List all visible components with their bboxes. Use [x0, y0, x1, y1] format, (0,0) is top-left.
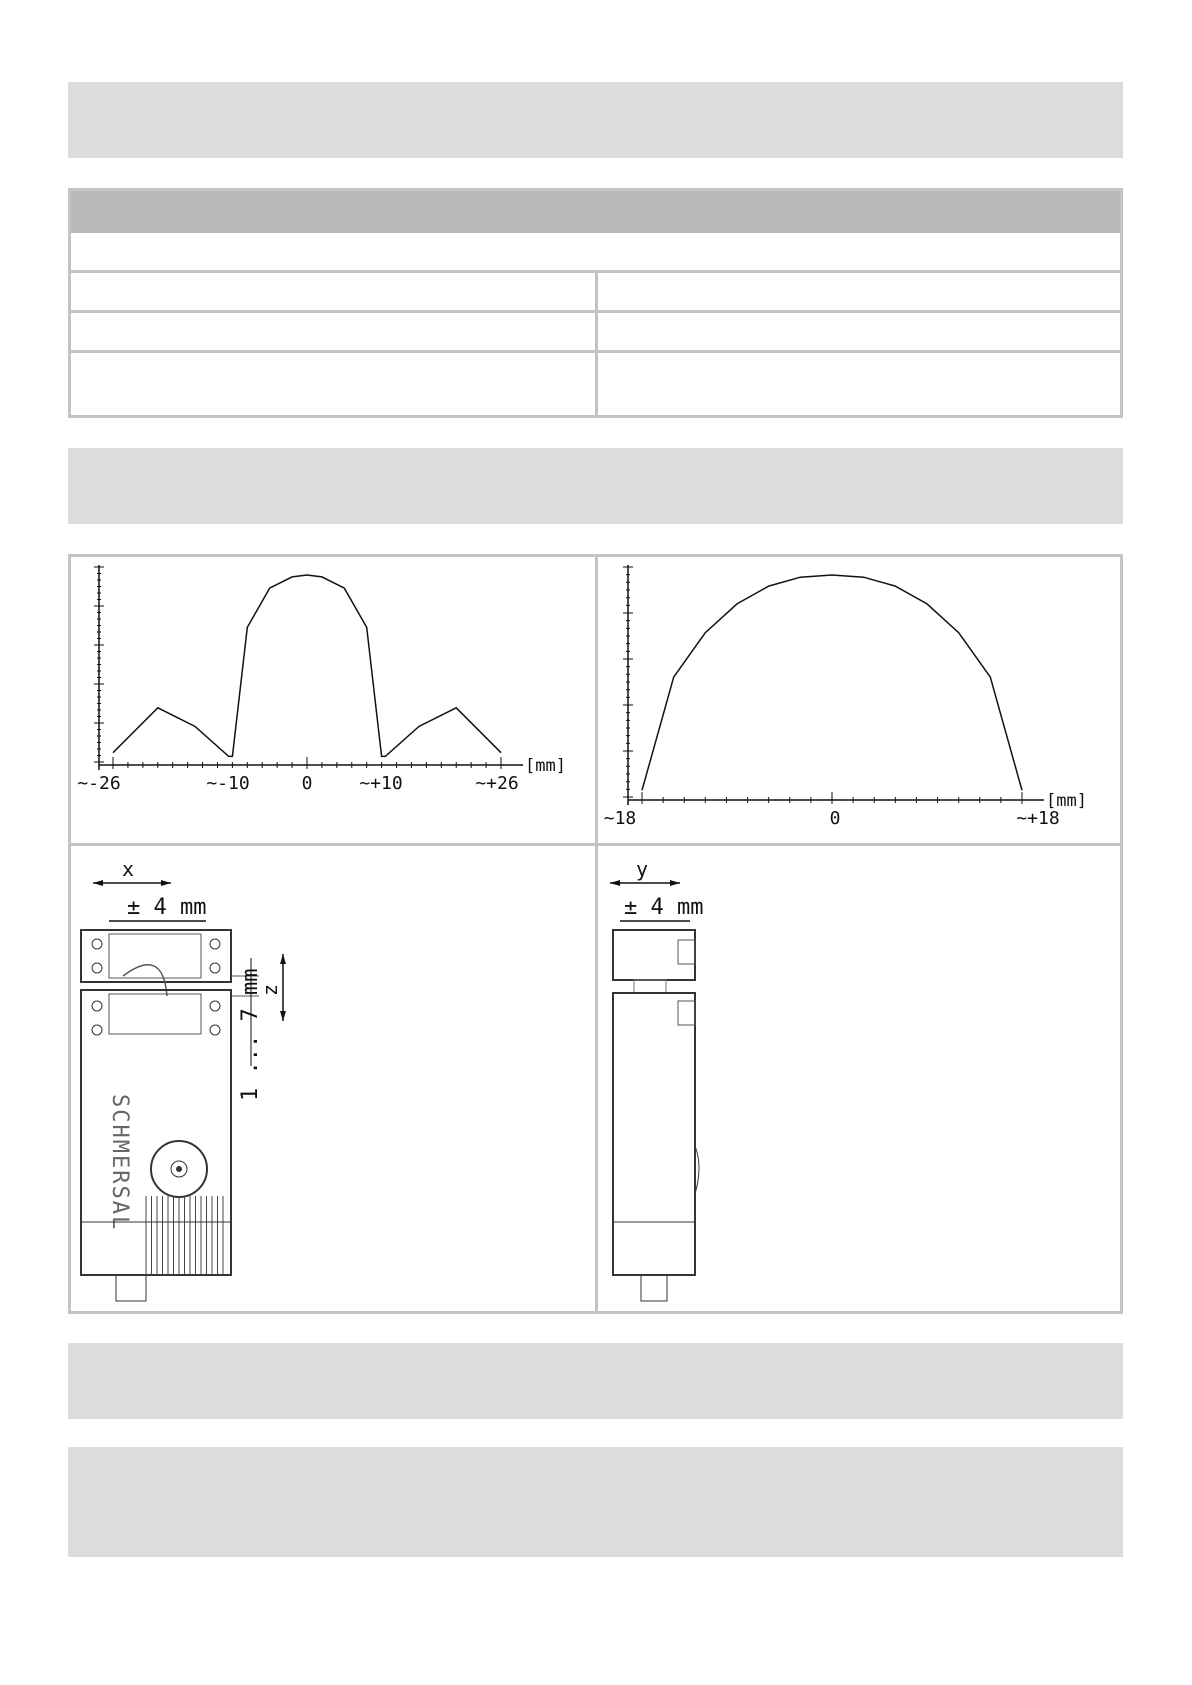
side-view-drawing [598, 846, 1120, 1311]
switch-body [81, 990, 231, 1275]
figure-grid [68, 554, 1123, 1314]
switch-body [613, 993, 695, 1275]
chart-x-panel [71, 557, 595, 843]
x-tick-label: ~+26 [475, 773, 519, 794]
mount-hole [210, 1025, 220, 1035]
x-tick-label: ~-26 [77, 773, 121, 794]
table-column-divider [595, 273, 598, 415]
tolerance-label: ± 4 mm [624, 895, 704, 920]
axis-z-label: z [258, 983, 282, 996]
actuator-window [109, 934, 201, 978]
cooling-fins [146, 1196, 223, 1275]
side-view-panel [598, 846, 1120, 1311]
x-tick-label: ~18 [603, 808, 637, 829]
chart-y-svg [598, 557, 1120, 843]
actuator-stem [634, 980, 666, 993]
mount-hole [210, 963, 220, 973]
x-tick-label: 0 [829, 808, 841, 829]
chart-x-svg [71, 557, 595, 843]
connector [641, 1275, 667, 1301]
schmersal-logo: SCHMERSAL [107, 1094, 132, 1232]
x-tick-label: 0 [301, 773, 313, 794]
tolerance-label: ± 4 mm [127, 895, 207, 920]
section-header-bar [68, 1343, 1123, 1419]
mount-hole [92, 939, 102, 949]
actuator-bracket [123, 965, 167, 996]
x-axis-label: [mm] [1046, 791, 1087, 811]
switch-head [109, 994, 201, 1034]
actuator-body [81, 930, 231, 982]
spec-table [68, 188, 1123, 418]
mount-hole [92, 963, 102, 973]
series-line [642, 575, 1022, 790]
mount-hole [92, 1025, 102, 1035]
table-header-row [71, 191, 1120, 233]
led-dot [176, 1166, 182, 1172]
chart-y-panel [598, 557, 1120, 843]
connector [116, 1275, 146, 1301]
mount-hole [210, 1001, 220, 1011]
x-axis-label: [mm] [525, 756, 566, 776]
series-line [113, 575, 501, 756]
x-tick-label: ~+18 [1016, 808, 1060, 829]
axis-x-label: x [122, 857, 135, 881]
mount-hole [92, 1001, 102, 1011]
section-header-bar [68, 448, 1123, 524]
x-tick-label: ~-10 [206, 773, 250, 794]
section-header-bar [68, 82, 1123, 158]
x-tick-label: ~+10 [359, 773, 403, 794]
gap-label: 1 ... 7 mm [238, 968, 263, 1101]
axis-y-label: y [636, 857, 649, 881]
front-view-drawing [71, 846, 595, 1311]
section-header-bar [68, 1447, 1123, 1557]
front-view-panel [71, 846, 595, 1311]
head-tab [678, 1001, 695, 1025]
mount-hole [210, 939, 220, 949]
actuator-tab [678, 940, 695, 964]
actuator-body [613, 930, 695, 980]
